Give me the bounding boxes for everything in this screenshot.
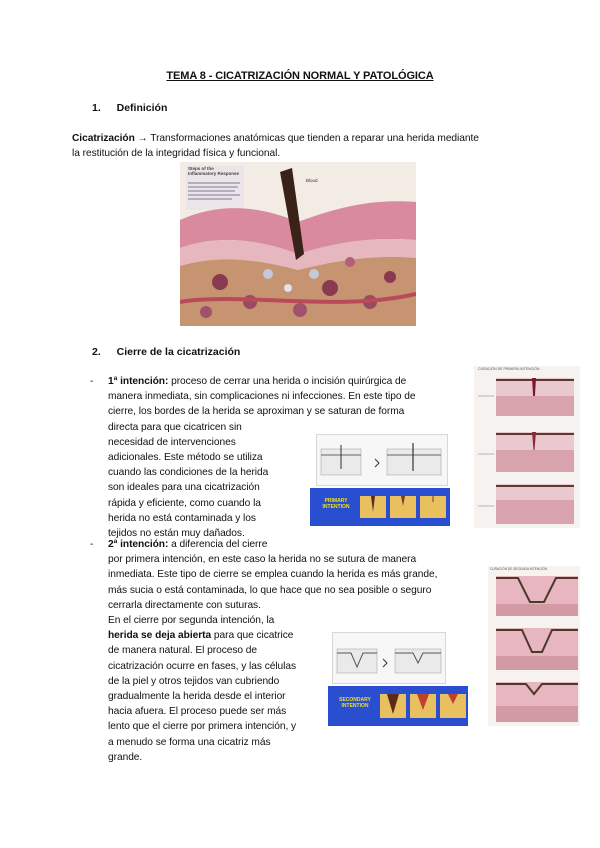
second-intention-line: de la piel y otros tejidos van cubriendo <box>108 675 280 687</box>
first-intention-line: adicionales. Este método se utiliza <box>108 452 263 464</box>
first-intention-line: directa para que cicatricen sin <box>108 421 242 433</box>
bullet-1: - <box>90 376 94 387</box>
secondary-intention-line-figure <box>332 632 446 684</box>
section-1-title: Definición <box>116 102 168 114</box>
section-2-title: Cierre de la cicatrización <box>116 346 241 358</box>
second-intention-bold: herida se deja abierta <box>108 630 212 642</box>
first-intention-line: tejidos no están muy dañados. <box>108 528 245 540</box>
inflammatory-response-figure <box>180 162 416 326</box>
secondary-intention-sketch <box>333 633 445 683</box>
primary-intention-stages <box>360 492 446 522</box>
second-intention-line: de manera natural. El proceso de <box>108 645 258 657</box>
first-intention-line: cierre, los bordes de la herida se aproximan y se saturan de forma <box>108 406 405 418</box>
second-intention-line: cerrarla directamente con suturas. <box>108 599 261 611</box>
primary-intention-sketch <box>317 435 447 485</box>
section-2-heading <box>92 346 240 358</box>
figure-heading-line-2: Inflammatory Response <box>188 171 240 176</box>
first-intention-line: son ideales para una cicatrización <box>108 482 260 494</box>
primary-intention-badge: PRIMARY INTENTION <box>322 498 350 510</box>
second-intention-line: para que cicatrice <box>213 630 294 642</box>
primary-stages-caption: CURACIÓN DE PRIMERA INTENCIÓN <box>478 367 540 371</box>
second-intention-line: En el cierre por segunda intención, la <box>108 615 275 627</box>
second-intention-line: por primera intención, en este caso la herida no se sutura de manera <box>108 554 417 566</box>
definition-line-2: la restitución de la integridad física y funcional. <box>72 148 281 160</box>
first-intention-line: manera inmediata, sin complicaciones ni infecciones. En este tipo de <box>108 391 416 403</box>
secondary-intention-stages <box>380 690 466 722</box>
second-intention-line: a menudo se forma una cicatriz más <box>108 736 271 748</box>
second-intention-line: grande. <box>108 751 143 763</box>
section-2-number: 2. <box>92 346 101 358</box>
arrow-glyph: → <box>137 133 148 144</box>
section-1-number: 1. <box>92 102 101 114</box>
primary-intention-stages-figure <box>474 366 580 528</box>
secondary-stages-caption: CURACIÓN DE SEGUNDA INTENCIÓN <box>490 567 548 571</box>
secondary-intention-stages-figure <box>488 566 580 726</box>
first-intention-line: herida no está contaminada y los <box>108 512 256 524</box>
definition-paragraph <box>72 131 542 161</box>
second-intention-line: inmediata. Este tipo de cierre se emplea cuando la herida es más grande, <box>108 569 438 581</box>
second-intention-term: 2ª intención: <box>108 539 169 550</box>
first-intention-term: 1ª intención: <box>108 376 169 387</box>
secondary-intention-badge: SECONDARY INTENTION <box>339 697 371 709</box>
definition-line-1: Transformaciones anatómicas que tienden a reparar una herida mediante <box>150 133 479 144</box>
secondary-intention-banner <box>328 686 468 726</box>
first-intention-line: cuando las condiciones de la herida <box>108 467 269 479</box>
primary-intention-banner <box>310 488 450 526</box>
second-intention-line: gradualmente la herida desde el interior <box>108 691 286 703</box>
primary-stages-illustration <box>474 366 580 528</box>
section-1-heading <box>92 102 167 114</box>
figure-blood-label: Blood <box>306 178 318 183</box>
page-title: TEMA 8 - CICATRIZACIÓN NORMAL Y PATOLÓGICA <box>166 70 434 82</box>
first-intention-line: necesidad de intervenciones <box>108 436 236 448</box>
figure-heading-line-1: Steps of the <box>188 166 214 171</box>
first-intention-line: rápida y eficiente, como cuando la <box>108 497 261 509</box>
figure-heading <box>188 166 239 176</box>
inflammatory-illustration <box>180 162 416 326</box>
bullet-2: - <box>90 539 94 550</box>
second-intention-line: cicatrización ocurre en fases, y las células <box>108 660 297 672</box>
second-intention-line: a diferencia del cierre <box>171 539 268 550</box>
first-intention-line: proceso de cerrar una herida o incisión quirúrgica de <box>171 376 407 387</box>
second-intention-line: más sucia o está contaminada, lo que hace que no sea posible o seguro <box>108 584 432 596</box>
second-intention-line: lento que el cierre por primera intención, y <box>108 721 297 733</box>
second-intention-line: hacia afuera. El proceso puede ser más <box>108 706 287 718</box>
definition-term: Cicatrización <box>72 133 135 144</box>
primary-intention-line-figure <box>316 434 448 486</box>
secondary-stages-illustration <box>488 566 580 726</box>
